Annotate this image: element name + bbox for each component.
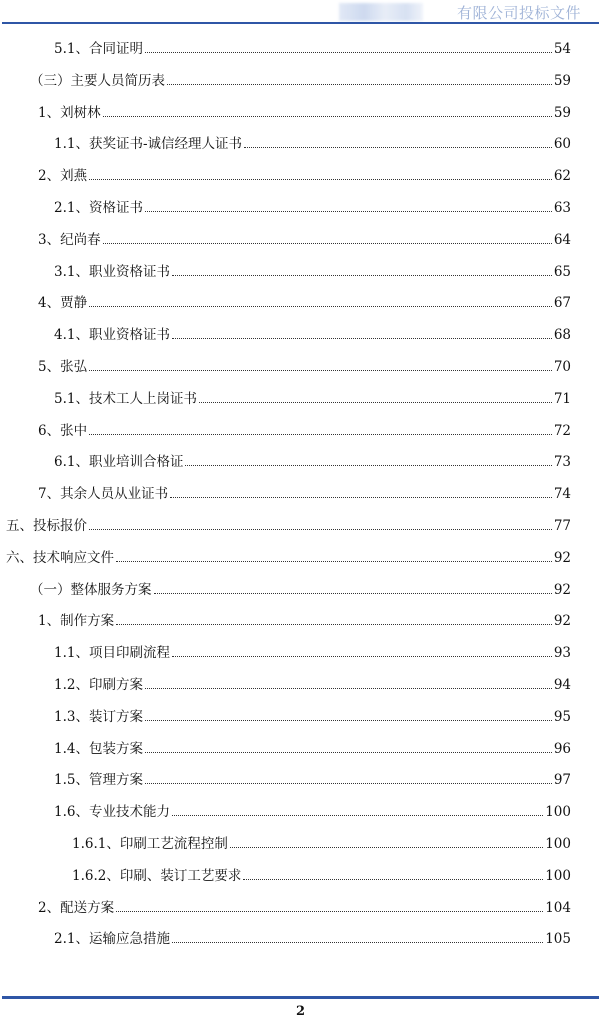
- toc-dot-leader: [172, 941, 543, 943]
- toc-entry-page: 54: [553, 41, 571, 57]
- toc-entry[interactable]: [54, 38, 571, 58]
- toc-dot-leader: [185, 464, 551, 466]
- toc-entry-page: 74: [553, 486, 571, 503]
- toc-dot-leader: [89, 528, 552, 530]
- toc-entry[interactable]: [38, 610, 571, 630]
- toc-entry-title: 7、其余人员从业证书: [38, 486, 169, 503]
- toc-entry-page: 97: [553, 772, 571, 789]
- toc-entry-title: 五、投标报价: [6, 518, 87, 534]
- toc-dot-leader: [145, 782, 552, 784]
- toc-entry-page: 104: [545, 899, 571, 916]
- toc-dot-leader: [172, 337, 552, 339]
- toc-entry[interactable]: [54, 451, 571, 471]
- toc-dot-leader: [145, 719, 552, 721]
- toc-entry[interactable]: [6, 515, 571, 535]
- toc-entry[interactable]: [30, 579, 571, 599]
- toc-dot-leader: [116, 623, 552, 625]
- toc-dot-leader: [103, 242, 552, 244]
- toc-entry-page: 100: [545, 804, 571, 821]
- toc-entry-title: 1.6、专业技术能力: [54, 804, 170, 821]
- toc-dot-leader: [170, 496, 552, 498]
- toc-entry[interactable]: [38, 292, 571, 312]
- toc-dot-leader: [167, 83, 552, 85]
- toc-entry-page: 95: [553, 708, 571, 725]
- toc-dot-leader: [145, 210, 552, 212]
- toc-entry[interactable]: [54, 642, 571, 662]
- toc-entry-page: 100: [545, 836, 571, 852]
- toc-entry[interactable]: [54, 133, 571, 153]
- toc-entry-title: 3、纪尚春: [38, 231, 101, 248]
- toc-entry[interactable]: [72, 865, 571, 885]
- redacted-company-name: [339, 3, 423, 21]
- toc-dot-leader: [89, 433, 552, 435]
- toc-entry[interactable]: [54, 261, 571, 281]
- toc-entry-page: 67: [553, 295, 571, 312]
- toc-entry-page: 71: [553, 390, 571, 407]
- toc-entry-title: 1.6.2、印刷、装订工艺要求: [72, 867, 242, 884]
- toc-entry-page: 92: [553, 581, 571, 598]
- toc-dot-leader: [89, 305, 552, 307]
- toc-entry-page: 59: [553, 72, 571, 89]
- toc-entry-page: 96: [553, 740, 571, 757]
- toc-entry-page: 64: [553, 231, 571, 248]
- toc-entry-page: 100: [545, 867, 571, 884]
- toc-entry-page: 68: [553, 327, 571, 344]
- header-rule: [2, 22, 599, 24]
- toc-entry-title: 4.1、职业资格证书: [54, 327, 170, 344]
- toc-dot-leader: [145, 751, 552, 753]
- toc-dot-leader: [154, 592, 552, 594]
- toc-entry[interactable]: [38, 229, 571, 249]
- toc-entry[interactable]: [54, 197, 571, 217]
- toc-entry[interactable]: [54, 769, 571, 789]
- toc-entry-title: 5.1、技术工人上岗证书: [54, 390, 197, 407]
- toc-dot-leader: [243, 878, 543, 880]
- toc-entry-title: 1.5、管理方案: [54, 772, 143, 789]
- toc-entry-title: 1.2、印刷方案: [54, 677, 143, 693]
- toc-entry-page: 60: [553, 136, 571, 153]
- toc-entry-page: 94: [553, 677, 571, 693]
- toc-entry-title: 3.1、职业资格证书: [54, 263, 170, 280]
- toc-entry-title: 6.1、职业培训合格证: [54, 454, 184, 471]
- toc-entry-page: 65: [553, 263, 571, 280]
- toc-entry[interactable]: [54, 674, 571, 694]
- toc-entry-page: 62: [553, 168, 571, 185]
- toc-dot-leader: [89, 178, 552, 180]
- toc-entry-title: 2.1、运输应急措施: [54, 931, 170, 948]
- toc-entry[interactable]: [72, 833, 571, 853]
- toc-entry-title: 2.1、资格证书: [54, 200, 143, 216]
- toc-dot-leader: [145, 51, 552, 53]
- header-title: 有限公司投标文件: [456, 4, 581, 22]
- toc-entry[interactable]: [54, 738, 571, 758]
- toc-entry-page: 77: [553, 518, 571, 534]
- page-header: [0, 0, 601, 28]
- toc-entry[interactable]: [54, 928, 571, 948]
- toc-entry-title: 1、刘树林: [38, 104, 101, 121]
- toc-entry[interactable]: [38, 897, 571, 917]
- toc-entry[interactable]: [38, 483, 571, 503]
- toc-entry[interactable]: [54, 801, 571, 821]
- toc-dot-leader: [116, 910, 543, 912]
- toc-entry-title: 5、张弘: [38, 359, 88, 375]
- toc-entry-page: 72: [553, 422, 571, 439]
- toc-entry-title: 2、刘燕: [38, 168, 88, 185]
- toc-entry[interactable]: [54, 706, 571, 726]
- footer-rule: [2, 996, 599, 999]
- toc-entry[interactable]: [54, 388, 571, 408]
- toc-entry-page: 105: [545, 931, 571, 948]
- toc-dot-leader: [244, 146, 552, 148]
- toc-entry-title: 1.1、获奖证书-诚信经理人证书: [54, 136, 243, 153]
- toc-entry-title: 1.3、装订方案: [54, 708, 143, 725]
- toc-dot-leader: [116, 560, 552, 562]
- toc-dot-leader: [103, 115, 552, 117]
- toc-entry[interactable]: [38, 356, 571, 376]
- toc-entry[interactable]: [30, 70, 571, 90]
- toc-entry-title: 5.1、合同证明: [54, 41, 143, 57]
- toc-entry-title: 1.6.1、印刷工艺流程控制: [72, 836, 228, 852]
- toc-dot-leader: [172, 274, 552, 276]
- toc-dot-leader: [230, 846, 543, 848]
- toc-entry-page: 59: [553, 104, 571, 121]
- toc-entry-page: 93: [553, 645, 571, 662]
- toc-dot-leader: [145, 687, 552, 689]
- toc-entry-title: （一）整体服务方案: [30, 581, 152, 598]
- toc-dot-leader: [172, 814, 543, 816]
- toc-entry-title: 1、制作方案: [38, 613, 115, 630]
- toc-entry-title: 4、贾静: [38, 295, 88, 312]
- toc-entry-page: 70: [553, 359, 571, 375]
- toc-entry-title: 六、技术响应文件: [6, 549, 114, 566]
- toc-entry[interactable]: [54, 324, 571, 344]
- toc-entry-title: 1.1、项目印刷流程: [54, 645, 170, 662]
- toc-entry-page: 92: [553, 613, 571, 630]
- toc-entry-title: （三）主要人员简历表: [30, 72, 165, 89]
- toc-entry-title: 2、配送方案: [38, 899, 115, 916]
- toc-entry[interactable]: [38, 420, 571, 440]
- toc-dot-leader: [89, 369, 552, 371]
- toc-entry[interactable]: [6, 547, 571, 567]
- toc-entry-page: 92: [553, 549, 571, 566]
- toc-entry-title: 6、张中: [38, 422, 88, 439]
- toc-entry-page: 73: [553, 454, 571, 471]
- toc-entry[interactable]: [38, 102, 571, 122]
- toc-entry-title: 1.4、包装方案: [54, 740, 143, 757]
- toc-entry[interactable]: [38, 165, 571, 185]
- toc-dot-leader: [172, 655, 552, 657]
- toc-dot-leader: [199, 401, 552, 403]
- page-number: 2: [295, 1004, 306, 1019]
- toc-entry-page: 63: [553, 200, 571, 216]
